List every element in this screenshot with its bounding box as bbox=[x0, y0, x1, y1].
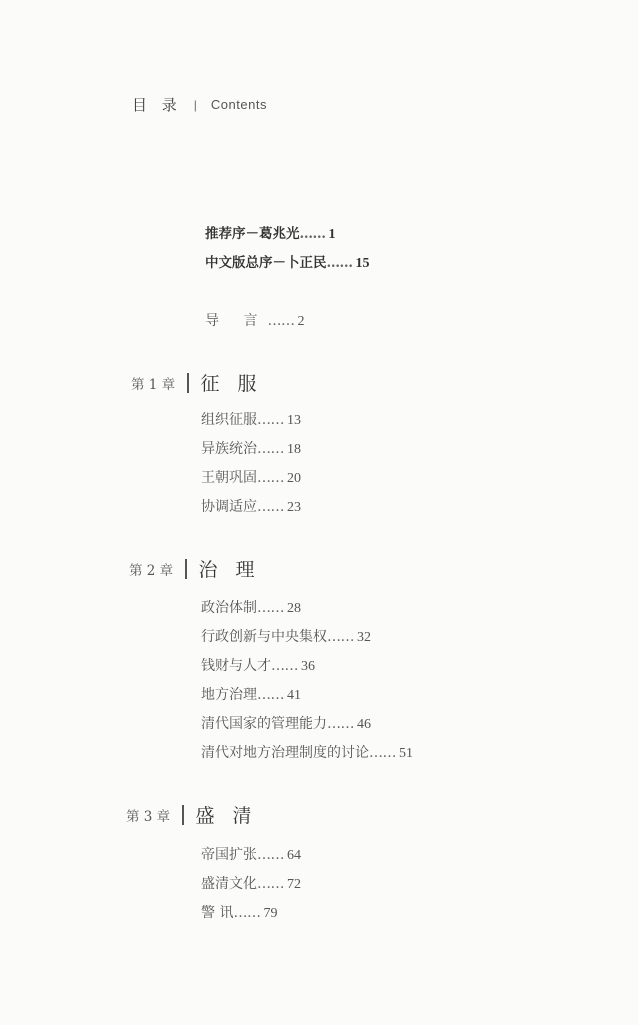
chapter-divider bbox=[185, 559, 187, 579]
entry-page: 28 bbox=[287, 601, 301, 616]
chapter-number: 第 2 章 bbox=[129, 562, 174, 579]
entry-leader: …… bbox=[233, 905, 261, 921]
entry-page: 36 bbox=[301, 659, 315, 674]
chapter-title: 盛 清 bbox=[195, 805, 258, 827]
section-entry[interactable] bbox=[201, 409, 301, 429]
entry-page: 13 bbox=[287, 413, 301, 428]
entry-leader: …… bbox=[257, 876, 284, 892]
entry-leader: …… bbox=[271, 658, 298, 674]
entry-page: 72 bbox=[287, 877, 301, 892]
entry-label: 盛清文化 bbox=[201, 876, 257, 892]
entry-label: 警 讯 bbox=[201, 905, 234, 921]
entry-leader: …… bbox=[327, 629, 354, 645]
section-entry[interactable] bbox=[201, 873, 301, 893]
front-matter-entry[interactable] bbox=[205, 251, 370, 272]
entry-page: 32 bbox=[357, 630, 371, 645]
chapter-title: 治 理 bbox=[198, 559, 261, 581]
entry-label: 王朝巩固 bbox=[201, 470, 257, 486]
entry-leader: …… bbox=[257, 441, 284, 457]
entry-page: 1 bbox=[328, 227, 336, 242]
entry-page: 18 bbox=[287, 442, 301, 457]
entry-page: 15 bbox=[355, 256, 370, 271]
toc-title: 目 录 bbox=[132, 96, 182, 114]
entry-label: 政治体制 bbox=[201, 600, 257, 616]
chapter-number: 第 1 章 bbox=[131, 376, 176, 393]
entry-leader: …… bbox=[327, 716, 354, 732]
entry-page: 23 bbox=[287, 500, 301, 515]
section-entry[interactable] bbox=[201, 438, 301, 458]
entry-label: 清代对地方治理制度的讨论 bbox=[201, 745, 369, 761]
entry-leader: …… bbox=[257, 499, 284, 515]
chapter-heading[interactable] bbox=[126, 801, 258, 828]
entry-page: 2 bbox=[297, 314, 305, 329]
entry-label: 钱财与人才 bbox=[201, 658, 271, 674]
entry-leader: …… bbox=[257, 687, 284, 703]
toc-subtitle: Contents bbox=[210, 97, 267, 112]
section-entry[interactable] bbox=[201, 742, 413, 762]
section-entry[interactable] bbox=[201, 496, 301, 516]
front-matter-entry[interactable] bbox=[205, 222, 336, 243]
entry-page: 51 bbox=[399, 746, 413, 761]
entry-label: 地方治理 bbox=[201, 687, 257, 703]
entry-page: 64 bbox=[287, 848, 301, 863]
entry-leader: …… bbox=[326, 255, 353, 271]
entry-page: 41 bbox=[287, 688, 301, 703]
entry-label: 行政创新与中央集权 bbox=[201, 629, 327, 645]
introduction-entry[interactable] bbox=[205, 310, 304, 330]
entry-label: 帝国扩张 bbox=[201, 847, 257, 863]
section-entry[interactable] bbox=[201, 597, 301, 617]
chapter-heading[interactable] bbox=[131, 369, 263, 396]
section-entry[interactable] bbox=[201, 844, 301, 864]
entry-label: 导 言 bbox=[205, 313, 268, 329]
entry-label: 清代国家的管理能力 bbox=[201, 716, 327, 732]
entry-label: 协调适应 bbox=[201, 499, 257, 515]
entry-leader: …… bbox=[257, 470, 284, 486]
chapter-heading[interactable] bbox=[129, 555, 261, 582]
entry-page: 79 bbox=[263, 906, 278, 921]
entry-label: 推荐序－葛兆光 bbox=[205, 226, 300, 242]
chapter-divider bbox=[182, 805, 184, 825]
chapter-title: 征 服 bbox=[200, 373, 263, 395]
header-separator: | bbox=[193, 97, 197, 112]
entry-leader: …… bbox=[257, 412, 284, 428]
section-entry[interactable] bbox=[201, 626, 371, 646]
section-entry[interactable] bbox=[201, 467, 301, 487]
section-entry[interactable] bbox=[201, 902, 277, 922]
entry-label: 异族统治 bbox=[201, 441, 257, 457]
entry-leader: …… bbox=[369, 745, 396, 761]
entry-page: 20 bbox=[287, 471, 301, 486]
entry-label: 组织征服 bbox=[201, 412, 257, 428]
toc-header bbox=[132, 94, 267, 115]
entry-label: 中文版总序－卜正民 bbox=[205, 255, 327, 271]
entry-leader: …… bbox=[299, 226, 326, 242]
entry-page: 46 bbox=[357, 717, 371, 732]
section-entry[interactable] bbox=[201, 655, 315, 675]
chapter-number: 第 3 章 bbox=[126, 808, 171, 825]
entry-leader: …… bbox=[257, 847, 284, 863]
entry-leader: …… bbox=[257, 600, 284, 616]
chapter-divider bbox=[187, 373, 189, 393]
entry-leader: …… bbox=[267, 313, 295, 329]
section-entry[interactable] bbox=[201, 713, 371, 733]
section-entry[interactable] bbox=[201, 684, 301, 704]
